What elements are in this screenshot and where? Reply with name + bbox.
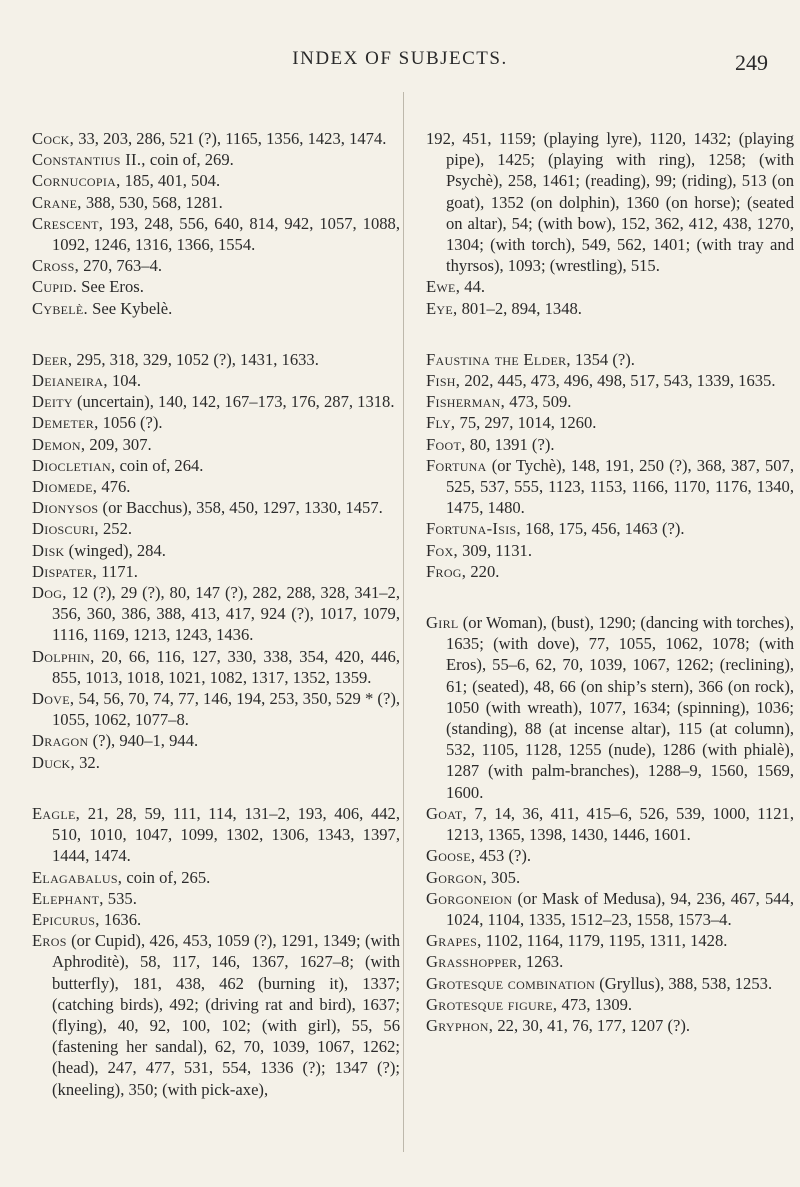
- entry-references: See Kybelè.: [87, 298, 173, 318]
- index-entry: [32, 561, 400, 582]
- entry-references: 1263.: [521, 952, 564, 972]
- entry-references: 388, 530, 568, 1281.: [81, 192, 223, 212]
- index-entry: [426, 888, 794, 930]
- entry-heading: Goose,: [426, 846, 476, 866]
- index-entry: [32, 412, 400, 433]
- index-entry: [32, 391, 400, 412]
- index-entry: [426, 612, 794, 803]
- index-entry: [426, 540, 794, 561]
- entry-references: 12 (?), 29 (?), 80, 147 (?), 282, 288, 328, 341–2, 356, 360, 386, 388, 413, 417, 924 (?), 1017, 1079, 1116, 1169, 1213, 1243, 1436.: [52, 583, 400, 645]
- entry-heading: Dioscuri,: [32, 519, 99, 539]
- entry-heading: Dionysos: [32, 498, 99, 518]
- entry-references: (or Mask of Medusa), 94, 236, 467, 544, 1024, 1104, 1335, 1512–23, 1558, 1573–4.: [446, 888, 794, 929]
- index-entry: [32, 518, 400, 539]
- index-entry: [32, 170, 400, 191]
- entry-references: 75, 297, 1014, 1260.: [455, 413, 597, 433]
- index-entry: [32, 370, 400, 391]
- entry-references: 305.: [486, 867, 521, 887]
- index-entry: [32, 497, 400, 518]
- entry-references: 476.: [97, 477, 131, 497]
- entry-references: 80, 1391 (?).: [465, 434, 555, 454]
- entry-references: 33, 203, 286, 521 (?), 1165, 1356, 1423, 1474.: [74, 129, 387, 148]
- index-entry: [32, 434, 400, 455]
- index-column-left: [32, 128, 400, 1100]
- index-entry: [426, 1015, 794, 1036]
- entry-heading: Foot,: [426, 434, 466, 454]
- entry-references: (or Woman), (bust), 1290; (dancing with torches), 1635; (with dove), 77, 1055, 1062, 1078; (with Eros), 55–6, 62, 70, 1039, 1067, 1262; (reclining), 61; (seated), 48, 66 (on ship’s stern), 366 (on rock), 1050 (with wreath), 1077, 1634; (spinning), 1036; (standing), 88 (at incense altar), 115 (at column), 532, 1105, 1128, 1255 (nude), 1286 (with phialè), 1287 (with palm-branches), 1288–9, 1560, 1569, 1600.: [446, 613, 794, 802]
- index-entry: [426, 276, 794, 297]
- entry-references: (or Tychè), 148, 191, 250 (?), 368, 387, 507, 525, 537, 555, 1123, 1153, 1166, 1170, 1176, 1340, 1475, 1480.: [446, 455, 794, 518]
- index-entry: [32, 128, 400, 149]
- entry-heading: Girl: [426, 613, 459, 633]
- entry-heading: Gryphon,: [426, 1015, 494, 1035]
- entry-heading: Grasshopper,: [426, 952, 522, 972]
- entry-references: (Gryllus), 388, 538, 1253.: [595, 973, 773, 993]
- entry-references: 20, 66, 116, 127, 330, 338, 354, 420, 446, 855, 1013, 1018, 1021, 1082, 1317, 1352, 1359.: [52, 646, 400, 687]
- index-column-right: [426, 128, 794, 1036]
- entry-references: 54, 56, 70, 74, 77, 146, 194, 253, 350, 529 * (?), 1055, 1062, 1077–8.: [52, 689, 400, 730]
- entry-references: 453 (?).: [475, 846, 532, 866]
- entry-heading: Demeter,: [32, 413, 99, 433]
- entry-heading: Deer,: [32, 349, 73, 369]
- index-entry: [32, 349, 400, 370]
- entry-heading: Fisherman,: [426, 392, 506, 412]
- entry-references: 1171.: [97, 561, 138, 581]
- index-entry: [426, 845, 794, 866]
- entry-references: 44.: [460, 277, 486, 297]
- index-entry: [32, 803, 400, 867]
- entry-references: coin of, 264.: [115, 455, 204, 475]
- entry-references: 535.: [103, 888, 137, 908]
- index-entry: [32, 730, 400, 751]
- entry-heading: Fortuna-Isis,: [426, 519, 521, 539]
- entry-heading: Diomede,: [32, 477, 98, 497]
- index-entry: [426, 930, 794, 951]
- entry-references: 1056 (?).: [98, 413, 163, 433]
- letter-group: [32, 803, 400, 1100]
- index-entry: [32, 455, 400, 476]
- index-entry: [426, 867, 794, 888]
- entry-references: 1636.: [99, 909, 142, 929]
- entry-references: See Eros.: [77, 277, 144, 297]
- entry-heading: Cybelè.: [32, 298, 88, 318]
- entry-references: 309, 1131.: [457, 540, 532, 560]
- index-entry: [32, 298, 400, 319]
- index-entry: [426, 412, 794, 433]
- entry-references: 209, 307.: [85, 434, 152, 454]
- entry-heading: Eagle,: [32, 803, 81, 823]
- index-entry: [426, 391, 794, 412]
- entry-heading: Deianeira,: [32, 371, 108, 391]
- index-entry: [32, 867, 400, 888]
- entry-heading: Dragon: [32, 731, 89, 751]
- entry-heading: Ewe,: [426, 277, 461, 297]
- index-entry: [426, 973, 794, 994]
- index-entry: [426, 561, 794, 582]
- index-entry: [32, 255, 400, 276]
- entry-references: (?), 940–1, 944.: [88, 731, 199, 751]
- entry-references: 193, 248, 556, 640, 814, 942, 1057, 1088, 1092, 1246, 1316, 1366, 1554.: [52, 213, 400, 255]
- letter-group: [32, 128, 400, 319]
- index-entry: [426, 951, 794, 972]
- entry-heading: Disk: [32, 540, 65, 560]
- entry-heading: Grotesque combination: [426, 973, 596, 993]
- entry-heading: Grapes,: [426, 931, 482, 951]
- index-entry: [32, 476, 400, 497]
- entry-references: 473, 509.: [505, 392, 572, 412]
- entry-references: (winged), 284.: [64, 540, 166, 560]
- index-entry: [32, 149, 400, 170]
- letter-group: [426, 128, 794, 319]
- entry-references: coin of, 269.: [145, 150, 234, 170]
- letter-group-gap: [426, 582, 794, 612]
- entry-heading: Epicurus,: [32, 909, 100, 929]
- entry-references: 104.: [107, 371, 141, 391]
- index-entry: [32, 909, 400, 930]
- index-entry: [32, 192, 400, 213]
- entry-heading: Faustina the Elder,: [426, 349, 571, 369]
- letter-group-gap: [32, 319, 400, 349]
- entry-heading: Gorgon,: [426, 867, 487, 887]
- entry-heading: Eros: [32, 931, 67, 951]
- entry-heading: Fish,: [426, 371, 461, 391]
- index-entry: [32, 582, 400, 646]
- index-entry: [32, 752, 400, 773]
- page-number: 249: [735, 50, 768, 75]
- entry-heading: Diocletian,: [32, 455, 116, 475]
- entry-heading: Cock,: [32, 129, 75, 148]
- letter-group-gap: [32, 773, 400, 803]
- running-head: INDEX OF SUBJECTS.: [292, 48, 508, 69]
- entry-heading: Duck,: [32, 752, 75, 772]
- entry-heading: Grotesque figure,: [426, 994, 558, 1014]
- column-divider: [403, 92, 404, 1152]
- entry-heading: Gorgoneion: [426, 888, 513, 908]
- entry-heading: Cross,: [32, 256, 80, 276]
- entry-references: 22, 30, 41, 76, 177, 1207 (?).: [493, 1015, 691, 1035]
- entry-heading: Demon,: [32, 434, 86, 454]
- entry-heading: Cornucopia,: [32, 171, 121, 191]
- entry-references: 473, 1309.: [557, 994, 633, 1014]
- index-entry: [32, 646, 400, 688]
- index-entry: [426, 518, 794, 539]
- entry-references: 7, 14, 36, 411, 415–6, 526, 539, 1000, 1121, 1213, 1365, 1398, 1430, 1446, 1601.: [446, 803, 794, 845]
- index-entry: [32, 688, 400, 730]
- letter-group: [426, 612, 794, 1036]
- entry-heading: Elagabalus,: [32, 867, 123, 887]
- entry-references: 32.: [74, 752, 100, 772]
- entry-heading: Deity: [32, 392, 73, 412]
- entry-heading: Goat,: [426, 803, 467, 823]
- entry-references: 168, 175, 456, 1463 (?).: [520, 519, 685, 539]
- index-entry: [426, 994, 794, 1015]
- index-entry: [426, 434, 794, 455]
- entry-references: 21, 28, 59, 111, 114, 131–2, 193, 406, 442, 510, 1010, 1047, 1099, 1302, 1306, 1343, 1397, 1444, 1474.: [52, 803, 400, 866]
- entry-references: (uncertain), 140, 142, 167–173, 176, 287, 1318.: [72, 392, 395, 412]
- index-entry: [426, 298, 794, 319]
- entry-references: 252.: [98, 519, 133, 539]
- entry-references: coin of, 265.: [122, 867, 211, 887]
- entry-heading: Fly,: [426, 413, 456, 433]
- entry-heading: Eye,: [426, 298, 458, 318]
- index-entry: [32, 540, 400, 561]
- entry-heading: Dispater,: [32, 561, 98, 581]
- index-entry: [32, 276, 400, 297]
- index-entry: [426, 455, 794, 519]
- entry-heading: Elephant,: [32, 888, 104, 908]
- index-entry: [426, 349, 794, 370]
- entry-heading: Crane,: [32, 192, 82, 212]
- entry-heading: Crescent,: [32, 213, 104, 233]
- entry-references: (or Cupid), 426, 453, 1059 (?), 1291, 1349; (with Aphroditè), 58, 117, 146, 1367, 1627–8; (with butterfly), 181, 438, 462 (burning it), 1337; (catching birds), 492; (driving rat and bird), 1637; (flying), 40, 92, 100, 102; (with girl), 55, 56 (fastening her sandal), 62, 70, 1039, 1067, 1262; (head), 247, 477, 531, 554, 1336 (?); 1347 (?); (kneeling), 350; (with pick-axe),: [52, 931, 400, 1099]
- entry-references: 1354 (?).: [570, 349, 635, 369]
- letter-group-gap: [426, 319, 794, 349]
- entry-references: 295, 318, 329, 1052 (?), 1431, 1633.: [72, 349, 319, 369]
- letter-group: [426, 349, 794, 582]
- entry-references: 801–2, 894, 1348.: [457, 298, 582, 318]
- entry-references: 1102, 1164, 1179, 1195, 1311, 1428.: [481, 931, 728, 951]
- entry-references: 192, 451, 1159; (playing lyre), 1120, 1432; (playing pipe), 1425; (playing with ring), 1258; (with Psychè), 258, 1461; (reading), 99; (riding), 513 (on goat), 1352 (on dolphin), 1360 (on horse); (seated on altar), 54; (with bow), 152, 362, 412, 438, 1270, 1304; (with torch), 549, 562, 1401; (with tray and thyrsos), 1093; (wrestling), 515.: [426, 129, 794, 276]
- entry-heading: Dog,: [32, 583, 67, 603]
- entry-heading: Fox,: [426, 540, 458, 560]
- index-entry: [426, 128, 794, 276]
- index-entry: [32, 213, 400, 255]
- index-entry: [32, 930, 400, 1100]
- entry-references: 220.: [466, 561, 500, 581]
- entry-heading: Dove,: [32, 689, 75, 709]
- entry-references: 270, 763–4.: [79, 256, 163, 276]
- entry-heading: Fortuna: [426, 455, 487, 475]
- letter-group: [32, 349, 400, 773]
- index-entry: [32, 888, 400, 909]
- entry-heading: Constantius II.,: [32, 150, 146, 170]
- entry-heading: Dolphin,: [32, 646, 95, 666]
- entry-references: 185, 401, 504.: [120, 171, 221, 191]
- entry-heading: Cupid.: [32, 277, 78, 297]
- entry-heading: Frog,: [426, 561, 467, 581]
- page-header: [0, 38, 800, 78]
- entry-references: 202, 445, 473, 496, 498, 517, 543, 1339, 1635.: [460, 371, 776, 391]
- index-entry: [426, 370, 794, 391]
- entry-references: (or Bacchus), 358, 450, 1297, 1330, 1457.: [98, 498, 383, 518]
- index-entry: [426, 803, 794, 845]
